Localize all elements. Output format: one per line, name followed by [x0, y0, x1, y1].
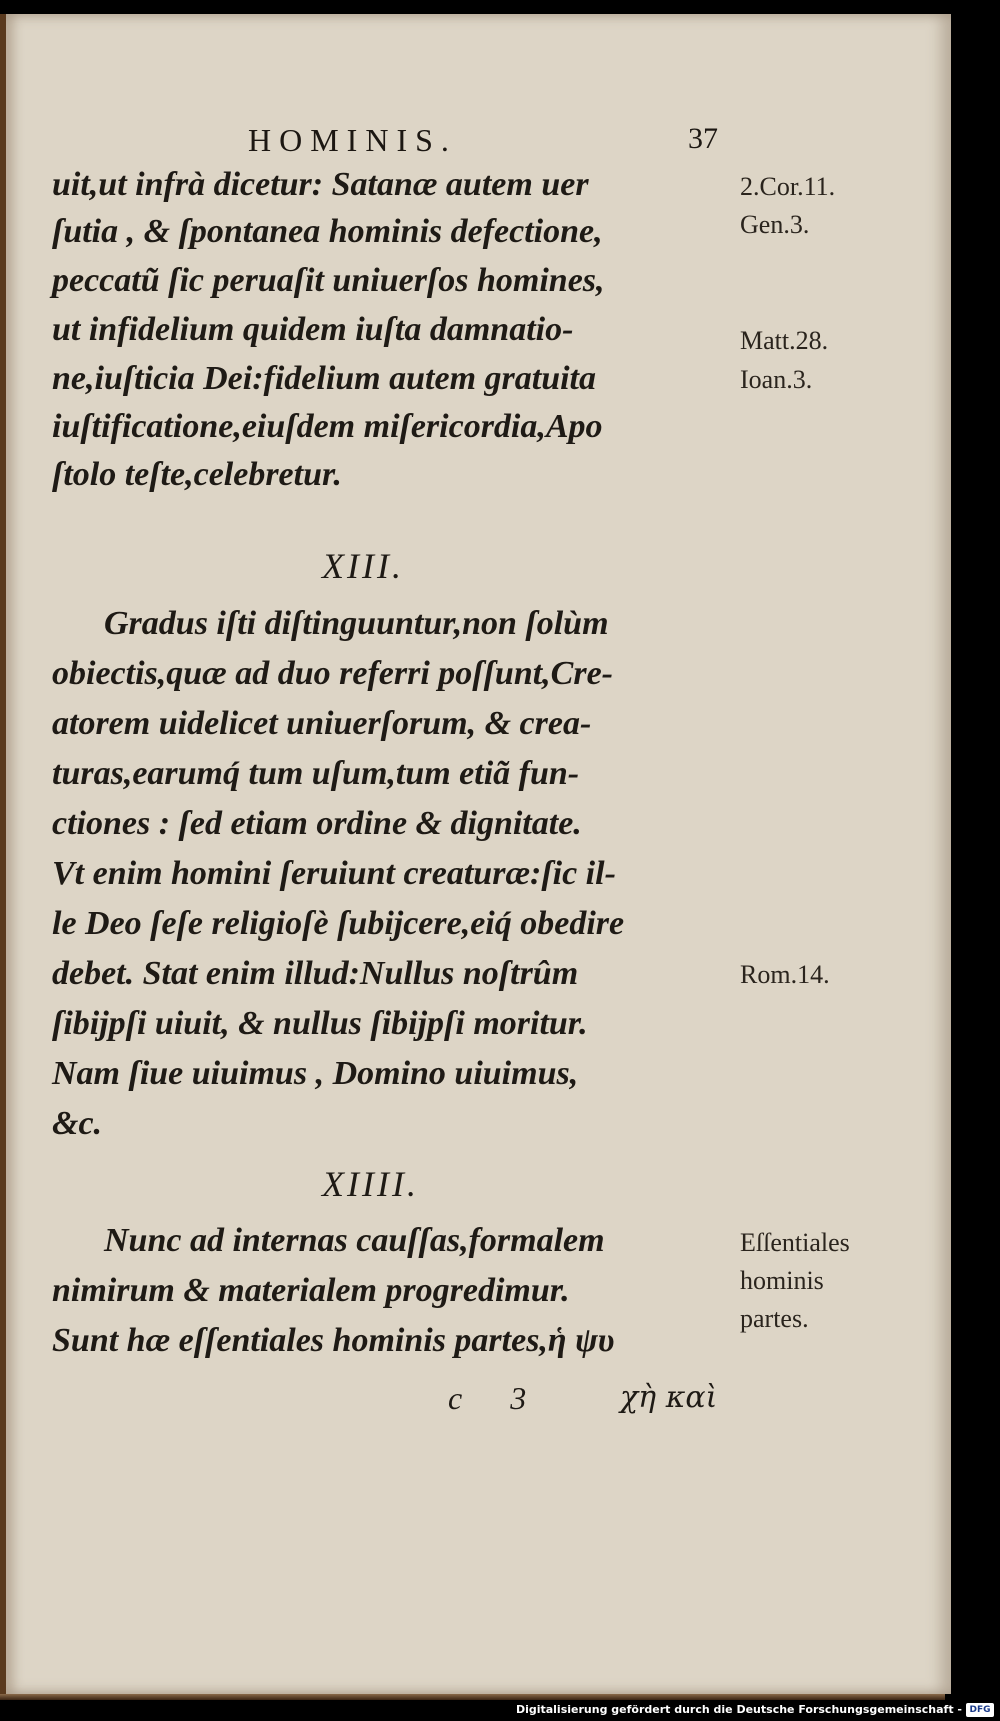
body-line: ne,iuſticia Dei:fidelium autem gratuita: [52, 360, 596, 397]
marginal-note: Rom.14.: [740, 960, 830, 989]
body-line: uit,ut infrà dicetur: Satanæ autem uer: [52, 166, 589, 203]
signature-mark: c 3: [448, 1380, 547, 1416]
marginal-note: partes.: [740, 1304, 809, 1333]
footer-credit: Digitalisierung gefördert durch die Deutsche Forschungsgemeinschaft -: [515, 1703, 962, 1716]
marginal-note: Matt.28.: [740, 326, 829, 355]
dfg-logo-icon: DFG: [966, 1703, 994, 1717]
paragraph-line: atorem uidelicet uniuerſorum, & crea-: [52, 705, 592, 742]
body-line: ſutia , & ſpontanea hominis defectione,: [52, 213, 603, 250]
marginal-note: Gen.3.: [740, 210, 810, 239]
body-line: ut infidelium quidem iuſta damnatio-: [52, 311, 574, 348]
paragraph-line: Nunc ad internas cauſſas,formalem: [104, 1222, 605, 1259]
marginal-note: hominis: [740, 1266, 824, 1295]
paragraph-line: Nam ſiue uiuimus , Domino uiuimus,: [52, 1055, 579, 1092]
paragraph-line: ſibijpſi uiuit, & nullus ſibijpſi moritur.: [52, 1005, 588, 1042]
paragraph-line: Gradus iſti diſtinguuntur,non ſolùm: [104, 605, 609, 642]
section-heading-xiiii: XIIII.: [322, 1164, 419, 1204]
paragraph-line: obiectis,quæ ad duo referri poſſunt,Cre-: [52, 655, 613, 692]
running-head: HOMINIS.: [248, 122, 457, 158]
body-line: iuſtificatione,eiuſdem miſericordia,Apo: [52, 408, 603, 445]
body-line: ſtolo teſte,celebretur.: [52, 456, 342, 493]
marginal-note: Eſſentiales: [740, 1228, 850, 1257]
section-heading-xiii: XIII.: [322, 546, 404, 586]
paragraph-line: turas,earumq́ tum uſum,tum etiã fun-: [52, 755, 580, 792]
body-line: peccatũ ſic peruaſit uniuerſos homines,: [52, 262, 605, 299]
footer-bar: [0, 1700, 1000, 1721]
paragraph-line: ctiones : ſed etiam ordine & dignitate.: [52, 805, 582, 842]
paragraph-line: Vt enim homini ſeruiunt creaturæ:ſic il-: [52, 855, 616, 892]
catchword: χὴ καὶ: [620, 1380, 718, 1415]
paragraph-line: nimirum & materialem progredimur.: [52, 1272, 570, 1309]
paragraph-line: &c.: [52, 1105, 103, 1142]
paragraph-line: Sunt hæ eſſentiales hominis partes,ἡ ψυ: [52, 1322, 615, 1359]
paragraph-line: debet. Stat enim illud:Nullus noſtrûm: [52, 955, 579, 992]
page-number: 37: [688, 122, 718, 155]
paragraph-line: le Deo ſeſe religioſè ſubijcere,eiq́ obedire: [52, 905, 625, 942]
marginal-note: Ioan.3.: [740, 365, 813, 394]
marginal-note: 2.Cor.11.: [740, 172, 836, 201]
